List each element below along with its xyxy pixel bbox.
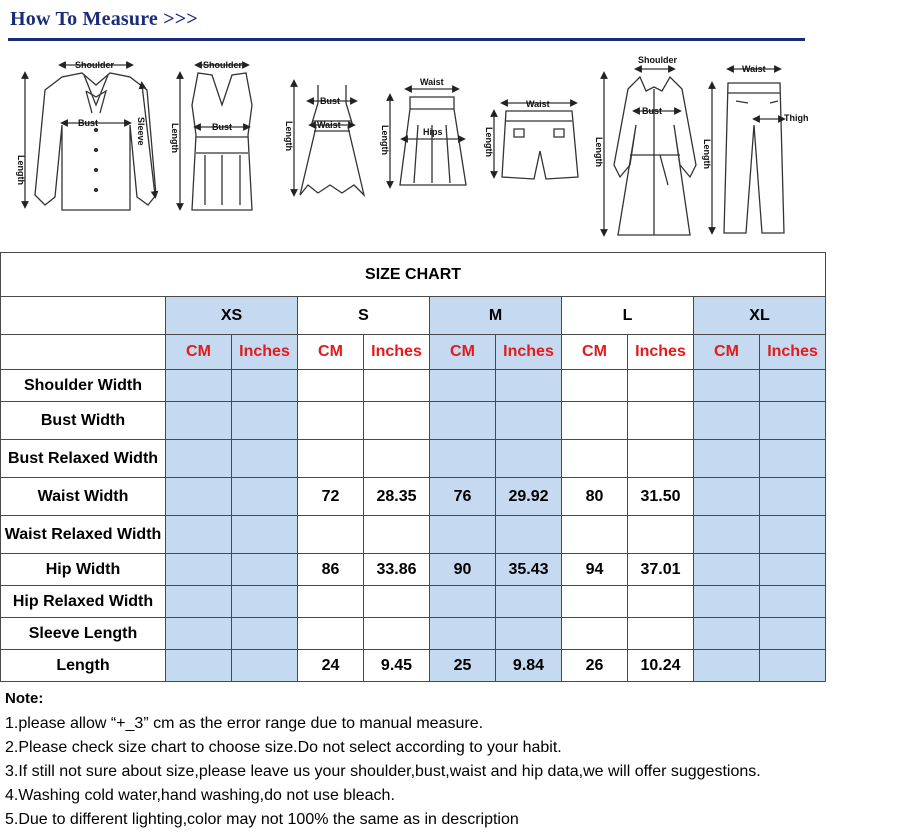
table-row xyxy=(1,370,826,402)
unit-corner-cell xyxy=(1,335,166,370)
table-cell xyxy=(166,516,232,554)
pants-illustration xyxy=(712,69,784,233)
table-cell xyxy=(562,440,628,478)
dress-waist-label: Waist xyxy=(317,120,341,130)
table-cell xyxy=(298,618,364,650)
table-cell xyxy=(166,586,232,618)
table-cell xyxy=(364,440,430,478)
table-cell xyxy=(628,370,694,402)
unit-cm: CM xyxy=(562,335,628,370)
unit-cm: CM xyxy=(166,335,232,370)
skirt-waist-label: Waist xyxy=(420,77,444,87)
table-cell xyxy=(694,618,760,650)
table-cell xyxy=(496,440,562,478)
table-cell xyxy=(562,370,628,402)
table-cell xyxy=(364,586,430,618)
unit-cm: CM xyxy=(694,335,760,370)
skirt-hips-label: Hips xyxy=(423,127,443,137)
unit-cm: CM xyxy=(298,335,364,370)
table-cell xyxy=(694,402,760,440)
table-cell xyxy=(694,516,760,554)
size-chart-table xyxy=(0,252,826,682)
table-cell xyxy=(232,618,298,650)
table-cell xyxy=(298,402,364,440)
dress-length-label: Length xyxy=(284,121,294,151)
shorts-illustration xyxy=(494,103,578,179)
table-cell xyxy=(760,554,826,586)
table-cell xyxy=(562,516,628,554)
table-cell xyxy=(694,370,760,402)
table-cell: 86 xyxy=(298,554,364,586)
shorts-length-label: Length xyxy=(484,127,494,157)
table-cell xyxy=(232,370,298,402)
table-cell xyxy=(562,586,628,618)
table-cell xyxy=(562,402,628,440)
vest-illustration xyxy=(180,65,252,210)
size-header-xs: XS xyxy=(166,297,298,335)
table-cell: 80 xyxy=(562,478,628,516)
row-label: Length xyxy=(1,650,166,682)
table-cell xyxy=(760,478,826,516)
table-row xyxy=(1,478,826,516)
table-cell xyxy=(364,370,430,402)
blouse-shoulder-label: Shoulder xyxy=(75,60,115,70)
table-cell xyxy=(232,516,298,554)
note-line-1: 1.please allow “+_3” cm as the error range due to manual measure. xyxy=(5,715,484,732)
pants-thigh-label: Thigh xyxy=(784,113,809,123)
table-cell: 10.24 xyxy=(628,650,694,682)
size-chart-title: SIZE CHART xyxy=(1,253,826,297)
table-cell xyxy=(298,440,364,478)
table-cell xyxy=(694,554,760,586)
table-cell: 28.35 xyxy=(364,478,430,516)
how-to-measure-title: How To Measure >>> xyxy=(10,8,198,30)
table-cell xyxy=(760,586,826,618)
table-cell xyxy=(496,586,562,618)
table-cell xyxy=(628,586,694,618)
unit-inches: Inches xyxy=(760,335,826,370)
table-cell xyxy=(430,370,496,402)
size-header-xl: XL xyxy=(694,297,826,335)
table-row xyxy=(1,618,826,650)
skirt-illustration xyxy=(390,89,466,185)
table-cell xyxy=(364,618,430,650)
note-line-2: 2.Please check size chart to choose size.Do not select according to your habit. xyxy=(5,739,562,756)
size-header-m: M xyxy=(430,297,562,335)
table-cell xyxy=(694,440,760,478)
corner-cell xyxy=(1,297,166,335)
unit-cm: CM xyxy=(430,335,496,370)
table-cell xyxy=(430,402,496,440)
table-cell: 37.01 xyxy=(628,554,694,586)
table-row xyxy=(1,554,826,586)
table-cell xyxy=(694,586,760,618)
table-cell xyxy=(298,516,364,554)
table-cell xyxy=(430,586,496,618)
vest-length-label: Length xyxy=(170,123,180,153)
table-cell xyxy=(364,402,430,440)
table-cell xyxy=(166,650,232,682)
size-header-s: S xyxy=(298,297,430,335)
table-cell xyxy=(166,402,232,440)
table-cell xyxy=(760,618,826,650)
unit-inches: Inches xyxy=(496,335,562,370)
row-label: Sleeve Length xyxy=(1,618,166,650)
table-cell xyxy=(628,618,694,650)
row-label: Shoulder Width xyxy=(1,370,166,402)
table-cell xyxy=(166,554,232,586)
table-cell: 94 xyxy=(562,554,628,586)
unit-inches: Inches xyxy=(628,335,694,370)
table-cell: 26 xyxy=(562,650,628,682)
table-cell xyxy=(496,618,562,650)
table-cell: 76 xyxy=(430,478,496,516)
row-label: Bust Width xyxy=(1,402,166,440)
table-cell xyxy=(496,370,562,402)
table-cell xyxy=(562,618,628,650)
notes-section xyxy=(5,690,885,835)
measurement-illustrations xyxy=(0,45,820,245)
table-cell xyxy=(232,554,298,586)
table-row xyxy=(1,440,826,478)
table-cell: 25 xyxy=(430,650,496,682)
note-line-3: 3.If still not sure about size,please leave us your shoulder,bust,waist and hip data,we will offer suggestions. xyxy=(5,763,761,780)
table-cell xyxy=(430,618,496,650)
row-label: Hip Width xyxy=(1,554,166,586)
blouse-bust-label: Bust xyxy=(78,118,98,128)
table-cell: 35.43 xyxy=(496,554,562,586)
table-cell xyxy=(496,516,562,554)
table-cell: 72 xyxy=(298,478,364,516)
skirt-length-label: Length xyxy=(380,125,390,155)
row-label: Waist Width xyxy=(1,478,166,516)
table-cell xyxy=(496,402,562,440)
table-cell xyxy=(166,370,232,402)
table-cell xyxy=(694,650,760,682)
coat-length-label: Length xyxy=(594,137,604,167)
table-cell xyxy=(628,440,694,478)
table-cell: 29.92 xyxy=(496,478,562,516)
table-cell xyxy=(760,516,826,554)
table-cell xyxy=(166,618,232,650)
table-cell xyxy=(232,650,298,682)
pants-waist-label: Waist xyxy=(742,64,766,74)
blouse-sleeve-label: Sleeve xyxy=(136,117,146,146)
table-cell xyxy=(760,402,826,440)
vest-bust-label: Bust xyxy=(212,122,232,132)
note-line-4: 4.Washing cold water,hand washing,do not use bleach. xyxy=(5,787,395,804)
header-divider xyxy=(8,38,805,41)
row-label: Waist Relaxed Width xyxy=(1,516,166,554)
table-cell xyxy=(166,478,232,516)
table-cell: 31.50 xyxy=(628,478,694,516)
table-cell xyxy=(232,478,298,516)
row-label: Hip Relaxed Width xyxy=(1,586,166,618)
table-cell xyxy=(298,370,364,402)
table-row xyxy=(1,516,826,554)
blouse-length-label: Length xyxy=(16,155,26,185)
size-header-l: L xyxy=(562,297,694,335)
table-row xyxy=(1,650,826,682)
unit-inches: Inches xyxy=(232,335,298,370)
table-cell xyxy=(760,440,826,478)
table-cell xyxy=(232,402,298,440)
coat-shoulder-label: Shoulder xyxy=(638,55,678,65)
table-row xyxy=(1,586,826,618)
table-row xyxy=(1,402,826,440)
table-cell: 9.84 xyxy=(496,650,562,682)
table-cell xyxy=(430,440,496,478)
pants-length-label: Length xyxy=(702,139,712,169)
dress-bust-label: Bust xyxy=(320,96,340,106)
table-cell xyxy=(298,586,364,618)
coat-illustration xyxy=(604,69,696,235)
row-label: Bust Relaxed Width xyxy=(1,440,166,478)
table-cell xyxy=(760,650,826,682)
unit-inches: Inches xyxy=(364,335,430,370)
vest-shoulder-label: Shoulder xyxy=(203,60,243,70)
table-cell: 24 xyxy=(298,650,364,682)
shorts-waist-label: Waist xyxy=(526,99,550,109)
table-cell xyxy=(628,402,694,440)
table-cell xyxy=(628,516,694,554)
table-cell: 9.45 xyxy=(364,650,430,682)
table-cell xyxy=(364,516,430,554)
note-line-5: 5.Due to different lighting,color may not 100% the same as in description xyxy=(5,811,519,828)
table-cell xyxy=(166,440,232,478)
table-cell xyxy=(760,370,826,402)
table-cell xyxy=(232,586,298,618)
coat-bust-label: Bust xyxy=(642,106,662,116)
table-cell: 33.86 xyxy=(364,554,430,586)
table-cell xyxy=(232,440,298,478)
table-cell xyxy=(694,478,760,516)
table-cell: 90 xyxy=(430,554,496,586)
table-cell xyxy=(430,516,496,554)
notes-heading: Note: xyxy=(5,690,44,707)
